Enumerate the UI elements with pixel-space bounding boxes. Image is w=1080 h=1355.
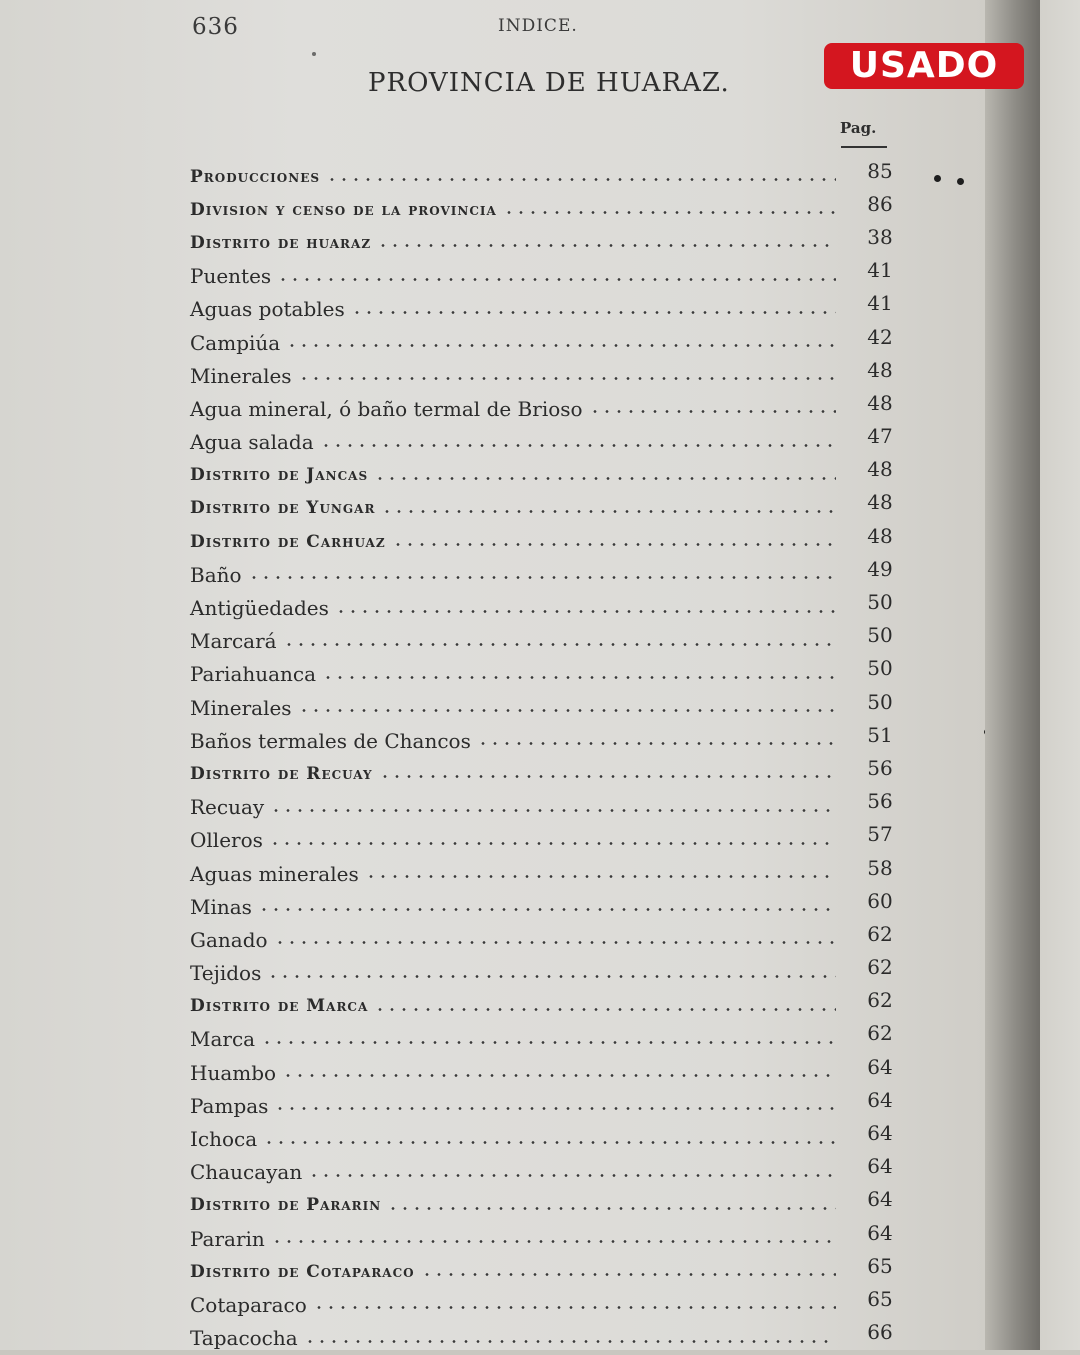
index-entry (190, 791, 910, 824)
index-entry (190, 426, 910, 459)
index-entry (190, 591, 910, 624)
entry-page-number: 64 (867, 1054, 893, 1079)
entry-label: Ganado (190, 927, 268, 952)
dot-leader (277, 278, 836, 281)
index-entry (190, 1156, 910, 1189)
entry-page-number: 62 (867, 955, 893, 980)
dot-leader (270, 809, 836, 812)
index-entry (190, 1089, 910, 1122)
entry-page-number: 38 (867, 224, 893, 249)
entry-label: Distrito de Jancas (190, 465, 369, 486)
index-entry (190, 724, 910, 757)
entry-label: Division y censo de la provincia (190, 199, 497, 220)
dot-leader (335, 610, 836, 613)
ink-speck (934, 175, 941, 182)
index-entry (190, 625, 910, 658)
index-entry (190, 326, 910, 359)
entry-page-number: 48 (867, 457, 893, 482)
entry-page-number: 60 (867, 888, 893, 913)
entry-page-number: 49 (867, 556, 893, 581)
dot-leader (283, 643, 836, 646)
entry-page-number: 66 (867, 1320, 893, 1345)
entry-page-number: 48 (867, 490, 893, 515)
entry-label: Puentes (190, 264, 272, 289)
ink-speck (312, 52, 316, 56)
index-entry (190, 1056, 910, 1089)
entry-page-number: 64 (867, 1087, 893, 1112)
ink-speck (957, 178, 964, 185)
dot-leader (298, 377, 836, 380)
index-entry (190, 193, 910, 226)
entry-page-number: 57 (867, 822, 893, 847)
dot-leader (421, 1273, 836, 1276)
index-entry (190, 359, 910, 392)
index-entry (190, 990, 910, 1023)
dot-leader (304, 1340, 836, 1343)
index-entry (190, 824, 910, 857)
dot-leader (374, 1008, 836, 1011)
entry-page-number: 41 (867, 258, 893, 283)
dot-leader (258, 908, 836, 911)
entry-label: Aguas potables (190, 297, 345, 322)
entry-label: Distrito de Yungar (190, 498, 376, 519)
dot-leader (477, 742, 836, 745)
dot-leader (589, 410, 836, 413)
entry-label: Pampas (190, 1093, 269, 1118)
index-entry (190, 1222, 910, 1255)
adjacent-page-edge (1040, 0, 1080, 1350)
entry-label: Tapacocha (190, 1326, 298, 1351)
entry-label: Distrito de Pararin (190, 1195, 382, 1216)
dot-leader (308, 1174, 836, 1177)
entry-page-number: 62 (867, 988, 893, 1013)
entry-page-number: 64 (867, 1220, 893, 1245)
index-entry (190, 392, 910, 425)
dot-leader (248, 576, 836, 579)
dot-leader (298, 709, 836, 712)
index-entry (190, 1023, 910, 1056)
page-number: 636 (192, 14, 239, 40)
entry-page-number: 64 (867, 1154, 893, 1179)
dot-leader (374, 477, 836, 480)
entry-page-number: 64 (867, 1187, 893, 1212)
entry-page-number: 56 (867, 789, 893, 814)
dot-leader (377, 244, 836, 247)
index-entry (190, 658, 910, 691)
entry-page-number: 65 (867, 1286, 893, 1311)
dot-leader (381, 510, 836, 513)
entry-label: Distrito de huaraz (190, 232, 372, 253)
dot-leader (387, 1207, 836, 1210)
column-header-rule (841, 146, 887, 148)
entry-label: Minas (190, 894, 252, 919)
entry-label: Tejidos (190, 961, 262, 986)
entry-label: Pararin (190, 1226, 265, 1251)
dot-leader (503, 211, 836, 214)
index-entry (190, 260, 910, 293)
dot-leader (351, 311, 836, 314)
index-entry (190, 492, 910, 525)
entry-page-number: 42 (867, 324, 893, 349)
entry-page-number: 50 (867, 656, 893, 681)
entry-label: Minerales (190, 363, 292, 388)
index-entry (190, 923, 910, 956)
entry-page-number: 48 (867, 523, 893, 548)
index-entry (190, 691, 910, 724)
entry-page-number: 51 (867, 722, 893, 747)
index-entry (190, 459, 910, 492)
used-badge: USADO (824, 43, 1024, 89)
entry-page-number: 56 (867, 755, 893, 780)
index-entry (190, 857, 910, 890)
index-list (190, 160, 910, 1355)
entry-label: Campiúa (190, 330, 281, 355)
entry-page-number: 85 (867, 158, 893, 183)
dot-leader (263, 1141, 836, 1144)
entry-label: Agua salada (190, 430, 314, 455)
entry-label: Minerales (190, 695, 292, 720)
index-entry (190, 1288, 910, 1321)
dot-leader (392, 543, 836, 546)
index-entry (190, 293, 910, 326)
dot-leader (269, 842, 836, 845)
index-entry (190, 1189, 910, 1222)
entry-label: Huambo (190, 1060, 277, 1085)
entry-page-number: 48 (867, 390, 893, 415)
section-title: PROVINCIA DE HUARAZ. (368, 68, 730, 98)
dot-leader (365, 875, 836, 878)
entry-label: Baño (190, 562, 242, 587)
entry-label: Marcará (190, 629, 277, 654)
entry-label: Antigüedades (190, 596, 329, 621)
entry-page-number: 86 (867, 191, 893, 216)
index-entry (190, 757, 910, 790)
page-column-header: Pag. (840, 119, 877, 137)
entry-label: Distrito de Cotaparaco (190, 1261, 415, 1282)
entry-page-number: 58 (867, 855, 893, 880)
dot-leader (322, 676, 836, 679)
dot-leader (379, 775, 836, 778)
index-entry (190, 1122, 910, 1155)
index-entry (190, 890, 910, 923)
entry-label: Pariahuanca (190, 662, 317, 687)
dot-leader (286, 344, 836, 347)
index-entry (190, 558, 910, 591)
entry-page-number: 48 (867, 357, 893, 382)
dot-leader (282, 1074, 836, 1077)
entry-label: Baños termales de Chancos (190, 728, 471, 753)
dot-leader (320, 444, 836, 447)
dot-leader (267, 975, 836, 978)
entry-label: Distrito de Marca (190, 996, 369, 1017)
entry-page-number: 50 (867, 623, 893, 648)
entry-label: Producciones (190, 166, 321, 187)
running-title: INDICE. (498, 16, 578, 36)
entry-page-number: 50 (867, 590, 893, 615)
index-entry (190, 957, 910, 990)
entry-page-number: 65 (867, 1253, 893, 1278)
entry-label: Cotaparaco (190, 1292, 307, 1317)
dot-leader (271, 1240, 836, 1243)
dot-leader (274, 1107, 836, 1110)
index-entry (190, 1255, 910, 1288)
index-entry (190, 226, 910, 259)
entry-label: Aguas minerales (190, 861, 359, 886)
entry-label: Marca (190, 1027, 256, 1052)
entry-label: Distrito de Carhuaz (190, 531, 386, 552)
entry-label: Agua mineral, ó baño termal de Brioso (190, 396, 583, 421)
entry-page-number: 41 (867, 291, 893, 316)
entry-label: Recuay (190, 795, 265, 820)
entry-page-number: 62 (867, 921, 893, 946)
book-gutter (985, 0, 1040, 1350)
entry-label: Chaucayan (190, 1160, 303, 1185)
dot-leader (326, 178, 836, 181)
entry-label: Distrito de Recuay (190, 763, 373, 784)
entry-page-number: 62 (867, 1021, 893, 1046)
index-entry (190, 160, 910, 193)
dot-leader (261, 1041, 836, 1044)
entry-page-number: 50 (867, 689, 893, 714)
entry-page-number: 47 (867, 424, 893, 449)
entry-label: Ichoca (190, 1127, 258, 1152)
dot-leader (313, 1306, 836, 1309)
entry-label: Olleros (190, 828, 263, 853)
dot-leader (274, 941, 836, 944)
index-entry (190, 525, 910, 558)
entry-page-number: 64 (867, 1121, 893, 1146)
